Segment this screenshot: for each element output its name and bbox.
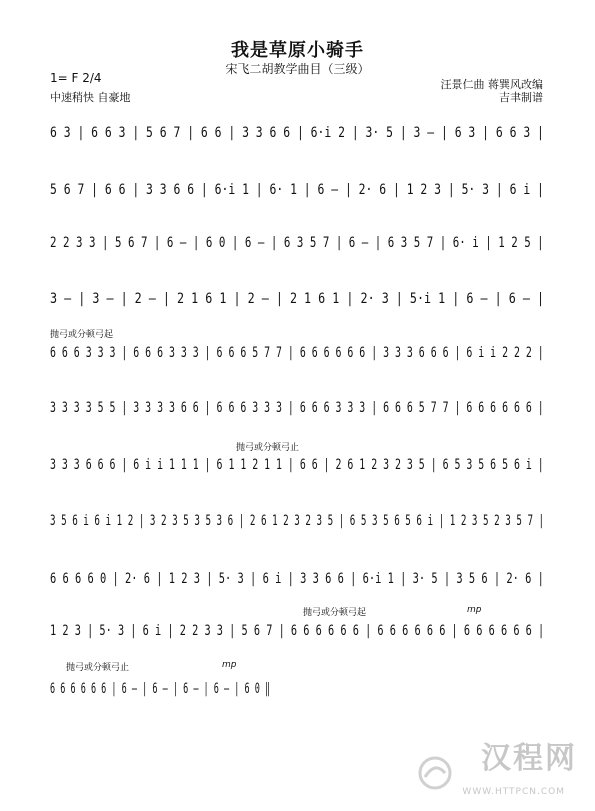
score-row-text: 3 5 6 i 6 i 1 2 | 3 2 3 5 3 5 3 6 | 2 6 1 2 3 2 3 5 | 6 5 3 5 6 5 6 i | 1 2 3 5 2 3 5 7 | — [50, 513, 545, 529]
page-title: 我是草原小骑手 — [231, 40, 364, 61]
score-row-text: 3 — | 3 — | 2 — | 2 1 6 1 | 2 — | 2 1 6 1 | 2· 3 | 5·i 1 | 6 — | 6 — | — [50, 291, 545, 307]
score-row-text: 5 6 7 | 6 6 | 3 3 6 6 | 6·i 1 | 6· 1 | 6 — | 2· 6 | 1 2 3 | 5· 3 | 6 i | — [50, 182, 544, 198]
bowing-annotation-stop: 抛弓或分顿弓止 — [66, 663, 130, 673]
composer-credit: 汪景仁曲 蒋巽风改编 — [440, 78, 543, 91]
score-row — [50, 395, 544, 421]
score-row-text: 2 2 3 3 | 5 6 7 | 6 — | 6 0 | 6 — | 6 3 5 7 | 6 — | 6 3 5 7 | 6· i | 1 2 5 | — [50, 235, 544, 251]
transcriber-credit: 吉聿制谱 — [499, 91, 543, 104]
score-row-text: 6 6 6 3 3 3 | 6 6 6 3 3 3 | 6 6 6 5 7 7 | 6 6 6 6 6 6 | 3 3 3 6 6 6 | 6 i i 2 2 2 | — [50, 345, 544, 361]
score-row — [50, 120, 544, 146]
score-row — [50, 177, 544, 203]
dynamic-mp: mp — [467, 605, 482, 615]
bowing-annotation-start: 抛弓或分顿弓起 — [50, 330, 114, 340]
score-row — [50, 230, 544, 256]
bowing-annotation-start: 抛弓或分顿弓起 — [303, 608, 367, 618]
score-row-text: 6 3 | 6 6 3 | 5 6 7 | 6 6 | 3 3 6 6 | 6·i 2 | 3· 5 | 3 — | 6 3 | 6 6 3 | — [50, 125, 544, 141]
score-row — [50, 508, 544, 534]
score-row — [50, 286, 544, 312]
score-row-text: 6 6 6 6 0 | 2· 6 | 1 2 3 | 5· 3 | 6 i | 3 3 6 6 | 6·i 1 | 3· 5 | 3 5 6 | 2· 6 | — [50, 571, 544, 587]
score-row-text: 6 6 6 6 6 6 | 6 — | 6 — | 6 — | 6 — | 6 0 ‖ — [50, 681, 271, 697]
dynamic-mp: mp — [222, 660, 237, 670]
score-row — [50, 618, 544, 644]
watermark-logo-icon — [415, 753, 455, 793]
score-row-text: 3 3 3 6 6 6 | 6 i i 1 1 1 | 6 1 1 2 1 1 | 6 6 | 2 6 1 2 3 2 3 5 | 6 5 3 5 6 5 6 i | — [50, 457, 544, 473]
key-signature: 1= F 2/4 — [50, 71, 102, 85]
page-subtitle: 宋飞二胡教学曲目（三级） — [225, 62, 370, 76]
watermark-brand: 汉程网 — [481, 741, 577, 776]
score-row — [50, 676, 350, 702]
score-row-text: 1 2 3 | 5· 3 | 6 i | 2 2 3 3 | 5 6 7 | 6 6 6 6 6 6 | 6 6 6 6 6 6 | 6 6 6 6 6 6 | — [50, 623, 545, 639]
bowing-annotation-stop: 抛弓或分顿弓止 — [236, 443, 300, 453]
score-row-text: 3 3 3 3 5 5 | 3 3 3 3 6 6 | 6 6 6 3 3 3 | 6 6 6 3 3 3 | 6 6 6 5 7 7 | 6 6 6 6 6 6 | — [50, 400, 544, 416]
tempo-marking: 中速稍快 自豪地 — [50, 91, 131, 104]
score-row — [50, 452, 544, 478]
score-row — [50, 340, 544, 366]
score-row — [50, 566, 544, 592]
watermark-url: WWW.HTTPCN.COM — [462, 787, 565, 797]
